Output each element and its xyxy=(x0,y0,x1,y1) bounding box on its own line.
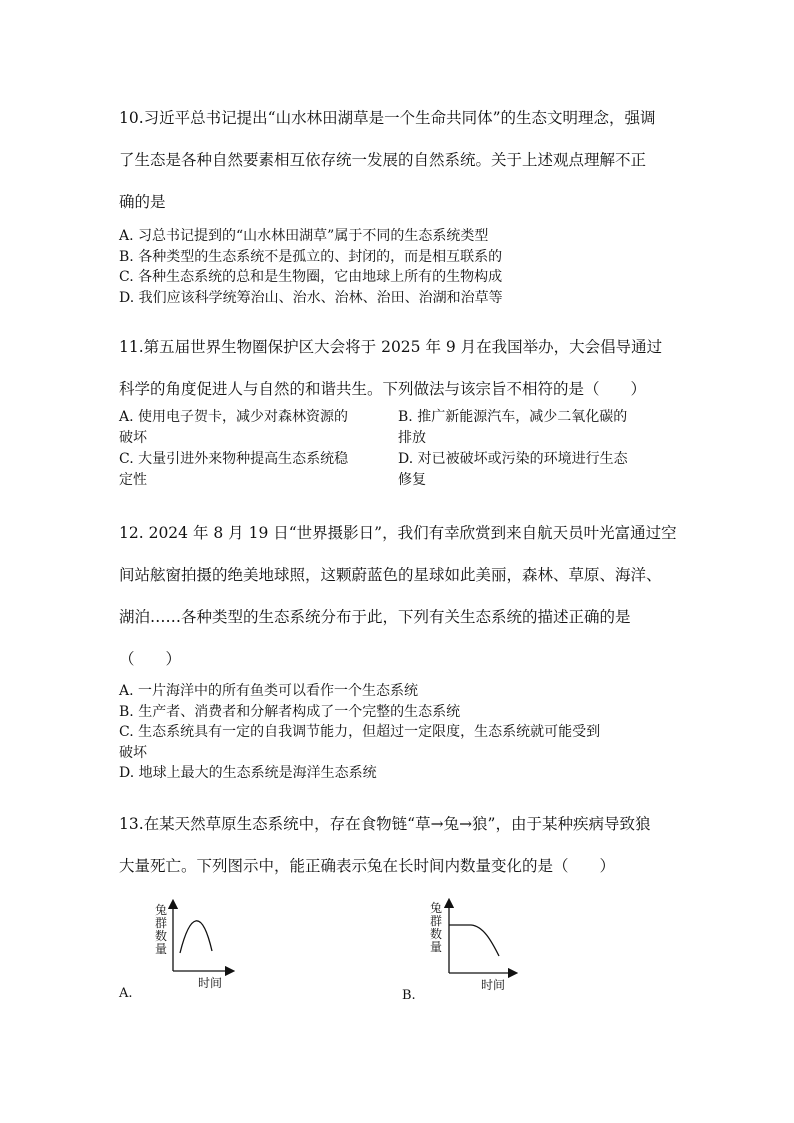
population-curve xyxy=(180,921,212,953)
option-text: 修复 xyxy=(398,472,426,488)
graph-a-axes xyxy=(118,898,238,978)
y-label-char: 兔 xyxy=(430,901,443,915)
question-stem-line: 11.第五届世界生物圈保护区大会将于 2025 年 9 月在我国举办，大会倡导通过 xyxy=(119,338,663,356)
question-stem-line: （ ） xyxy=(119,650,182,668)
question-stem-line: 了生态是各种自然要素相互依存统一发展的自然系统。关于上述观点理解不正 xyxy=(119,151,647,169)
option-a xyxy=(119,407,398,449)
graph-option-b xyxy=(401,898,521,1006)
question-stem-line: 12. 2024 年 8 月 19 日“世界摄影日”，我们有幸欣赏到来自航天员叶光富通过空 xyxy=(119,524,677,542)
graph-b-axes xyxy=(401,898,521,978)
graph-x-label: 时间 xyxy=(198,976,223,990)
y-label-char: 量 xyxy=(155,942,168,956)
option-text: A. 使用电子贺卡，减少对森林资源的 xyxy=(119,409,349,425)
option-b: B. 生产者、消费者和分解者构成了一个完整的生态系统 xyxy=(119,703,461,720)
graph-option-a xyxy=(118,898,238,1003)
question-13 xyxy=(119,814,679,876)
question-stem-line: 10.习近平总书记提出“山水林田湖草是一个生命共同体”的生态文明理念，强调 xyxy=(119,109,656,127)
question-stem-line: 确的是 xyxy=(119,193,166,211)
option-b: B. 各种类型的生态系统不是孤立的、封闭的，而是相互联系的 xyxy=(119,248,503,265)
question-11 xyxy=(119,337,679,491)
y-label-char: 群 xyxy=(430,914,443,928)
y-label-char: 数 xyxy=(155,929,168,943)
option-a: A. 习总书记提到的“山水林田湖草”属于不同的生态系统类型 xyxy=(119,228,489,244)
option-text: B. 推广新能源汽车，减少二氧化碳的 xyxy=(398,409,628,425)
option-text: 破坏 xyxy=(119,430,147,446)
population-curve xyxy=(449,925,499,956)
option-text: C. 大量引进外来物种提高生态系统稳 xyxy=(119,451,349,467)
option-text: 定性 xyxy=(119,472,147,488)
y-label-char: 数 xyxy=(430,927,443,941)
option-grid xyxy=(119,407,679,491)
option-letter: A. xyxy=(119,986,133,1001)
question-stem-line: 13.在某天然草原生态系统中，存在食物链“草→兔→狼”，由于某种疾病导致狼 xyxy=(119,815,651,833)
question-stem-line: 湖泊……各种类型的生态系统分布于此，下列有关生态系统的描述正确的是 xyxy=(119,608,631,626)
option-c: C. 生态系统具有一定的自我调节能力，但超过一定限度，生态系统就可能受到 xyxy=(119,724,601,740)
option-c xyxy=(119,449,398,491)
y-label-char: 群 xyxy=(155,916,168,930)
y-label-char: 兔 xyxy=(155,903,168,917)
option-d xyxy=(398,449,679,491)
option-c: C. 各种生态系统的总和是生物圈，它由地球上所有的生物构成 xyxy=(119,269,503,285)
question-stem-line: 大量死亡。下列图示中，能正确表示兔在长时间内数量变化的是（ ） xyxy=(119,857,616,875)
y-label-char: 量 xyxy=(430,940,443,954)
option-b xyxy=(398,407,679,449)
option-a: A. 一片海洋中的所有鱼类可以看作一个生态系统 xyxy=(119,683,419,699)
question-12 xyxy=(119,523,679,784)
option-d: D. 地球上最大的生态系统是海洋生态系统 xyxy=(119,765,377,781)
question-stem-line: 科学的角度促进人与自然的和谐共生。下列做法与该宗旨不相符的是（ ） xyxy=(119,380,647,398)
option-c-continued: 破坏 xyxy=(119,744,147,761)
question-stem-line: 间站舷窗拍摄的绝美地球照，这颗蔚蓝色的星球如此美丽，森林、草原、海洋、 xyxy=(119,566,662,584)
option-letter: B. xyxy=(402,988,416,1003)
option-text: D. 对已被破坏或污染的环境进行生态 xyxy=(398,451,628,467)
option-d: D. 我们应该科学统筹治山、治水、治林、治田、治湖和治草等 xyxy=(119,289,503,306)
question-10 xyxy=(119,108,679,308)
graph-x-label: 时间 xyxy=(481,978,506,992)
option-text: 排放 xyxy=(398,430,426,446)
